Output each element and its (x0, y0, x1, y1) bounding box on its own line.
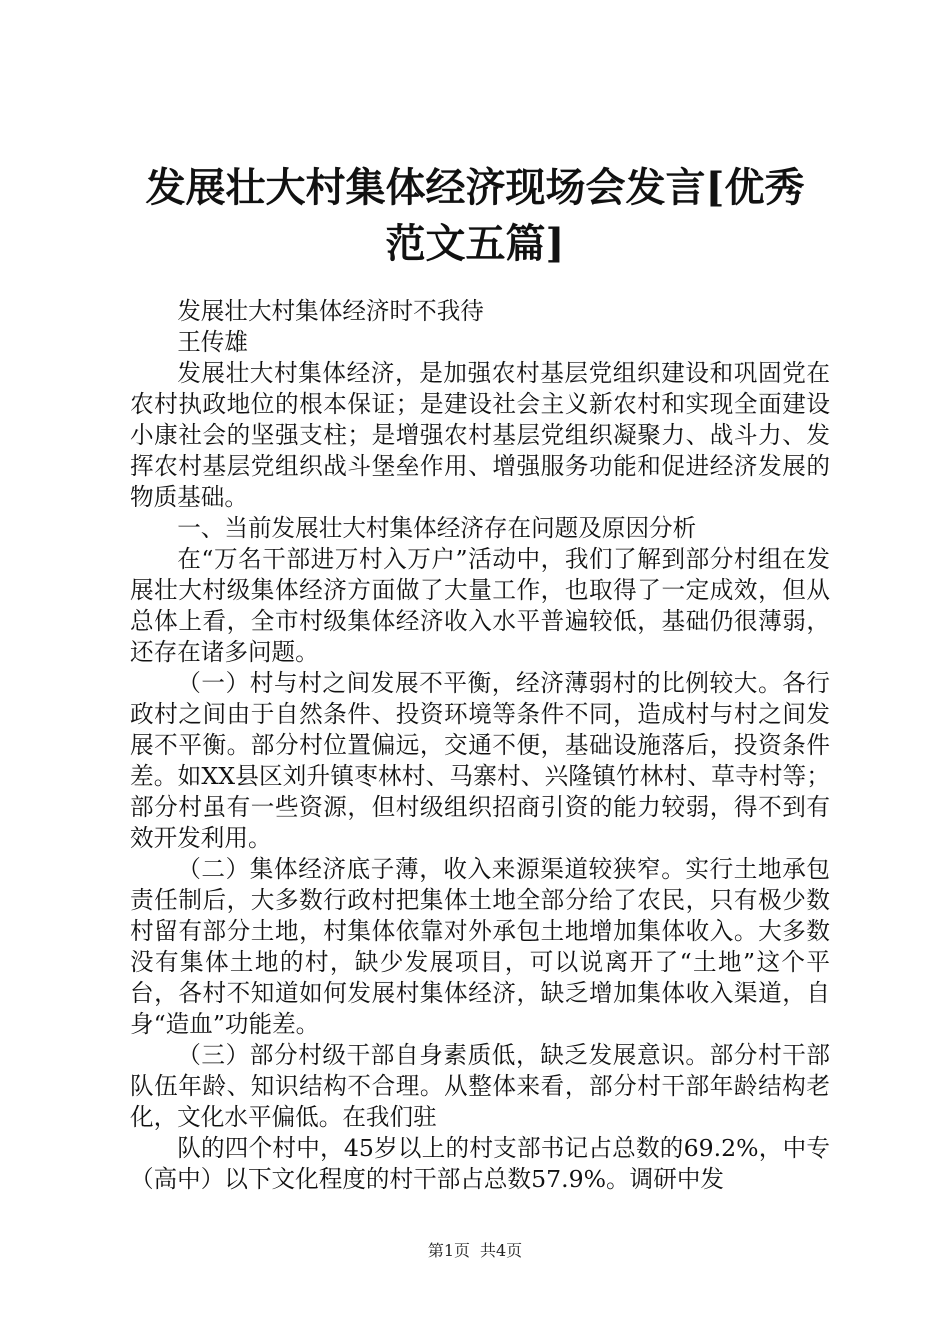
paragraph: 队的四个村中，45岁以上的村支部书记占总数的69.2%，中专（高中）以下文化程度的村干部占总数57.9%。调研中发 (130, 1134, 830, 1193)
paragraph: （一）村与村之间发展不平衡，经济薄弱村的比例较大。各行政村之间由于自然条件、投资环境等条件不同，造成村与村之间发展不平衡。部分村位置偏远，交通不便，基础设施落后，投资条件差。如XX县区刘升镇枣林村、马寨村、兴隆镇竹林村、草寺村等；部分村虽有一些资源，但村级组织招商引资的能力较弱，得不到有效开发利用。 (130, 669, 830, 852)
document-body (130, 296, 830, 1195)
paragraph: （二）集体经济底子薄，收入来源渠道较狭窄。实行土地承包责任制后，大多数行政村把集体土地全部分给了农民，只有极少数村留有部分土地，村集体依靠对外承包土地增加集体收入。大多数没有集体土地的村，缺少发展项目，可以说离开了“土地”这个平台，各村不知道如何发展村集体经济，缺乏增加集体收入渠道，自身“造血”功能差。 (130, 855, 830, 1038)
page-number: 第1页 (427, 1241, 470, 1260)
section-heading: 一、当前发展壮大村集体经济存在问题及原因分析 (177, 514, 697, 542)
document-subtitle: 发展壮大村集体经济时不我待 (177, 297, 484, 325)
page-footer (0, 1240, 950, 1262)
paragraph: 发展壮大村集体经济，是加强农村基层党组织建设和巩固党在农村执政地位的根本保证；是建设社会主义新农村和实现全面建设小康社会的坚强支柱；是增强农村基层党组织凝聚力、战斗力、发挥农村基层党组织战斗堡垒作用、增强服务功能和促进经济发展的物质基础。 (130, 359, 830, 511)
paragraph: 在“万名干部进万村入万户”活动中，我们了解到部分村组在发展壮大村级集体经济方面做了大量工作，也取得了一定成效，但从总体上看，全市村级集体经济收入水平普遍较低，基础仍很薄弱，还存在诸多问题。 (130, 545, 830, 666)
document-title: 发展壮大村集体经济现场会发言[优秀范文五篇] (145, 164, 805, 267)
paragraph: （三）部分村级干部自身素质低，缺乏发展意识。部分村干部队伍年龄、知识结构不合理。从整体来看，部分村干部年龄结构老化，文化水平偏低。在我们驻 (130, 1041, 830, 1131)
document-author: 王传雄 (177, 328, 248, 356)
page-total: 共4页 (480, 1241, 523, 1260)
